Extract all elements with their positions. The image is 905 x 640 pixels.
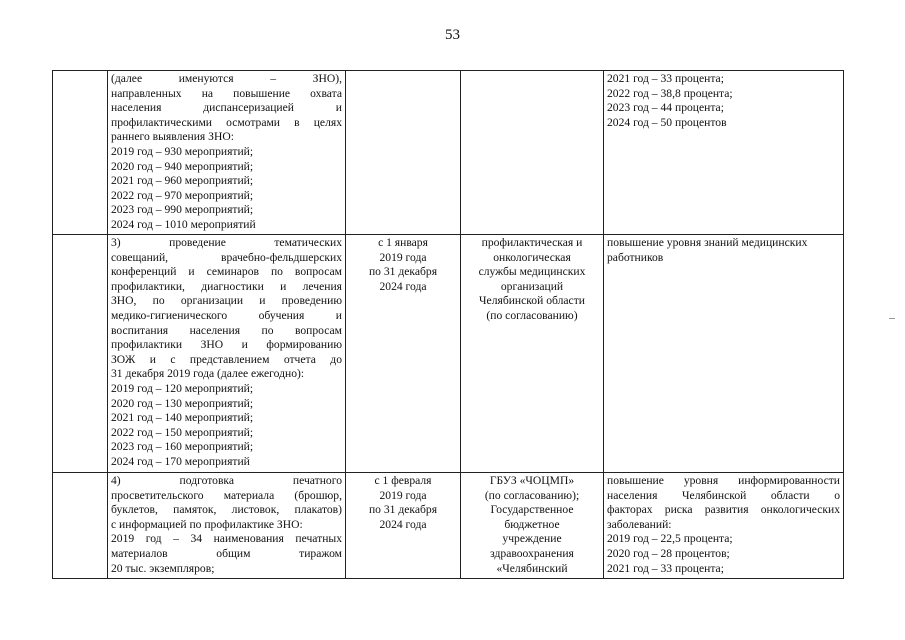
result-line: работников [607,250,664,264]
result-line: повышение уровня информированности [607,474,840,487]
executor-line: Государственное [490,503,574,517]
executor-line: (по согласованию); [484,488,580,502]
table-body [53,71,844,579]
row-number-cell [53,235,108,473]
action-line: 2019 год – 34 наименования печатных [111,532,342,546]
action-line: 2024 год – 170 мероприятий [111,454,250,468]
action-line: просветительского материала (брошюр, [111,488,342,502]
period-cell [346,71,461,235]
action-line: с информацией по профилактике ЗНО: [111,517,303,531]
result-line: 2021 год – 33 процента; [607,561,724,575]
result-line: заболеваний: [607,517,672,531]
action-line: 4) подготовка печатного [111,474,342,487]
result-line: населения Челябинской области о [607,488,840,502]
action-line: 2019 год – 120 мероприятий; [111,381,254,395]
action-line: 2023 год – 160 мероприятий; [111,440,254,454]
action-line: совещаний, врачебно-фельдшерских [111,250,342,264]
executor-line: (по согласованию) [486,308,578,322]
executor-line: ГБУЗ «ЧОЦМП» [489,474,575,487]
page-number: 53 [445,27,460,43]
result-line: повышение уровня знаний медицинских [607,236,808,249]
result-line: 2024 год – 50 процентов [607,115,727,129]
action-line: буклетов, памяток, листовок, плакатов) [111,503,342,517]
action-line: 20 тыс. экземпляров; [111,561,215,575]
period-line: по 31 декабря [368,265,438,279]
action-line: 2022 год – 150 мероприятий; [111,425,254,439]
period-line: 2019 года [379,250,427,264]
executor-line: Челябинской области [479,294,585,308]
table-row [53,71,844,235]
executor-line: бюджетное [504,517,560,531]
page-edge-mark [889,318,895,319]
result-line: 2023 год – 44 процента; [607,101,724,115]
result-line: 2019 год – 22,5 процента; [607,532,733,546]
action-line: направленных на повышение охвата [111,86,342,100]
executor-line: здравоохранения [490,546,574,560]
action-line: 2021 год – 960 мероприятий; [111,174,254,188]
action-line: медико-гигиенического обучения и [111,308,342,322]
action-line: 2019 год – 930 мероприятий; [111,144,254,158]
result-line: факторах риска развития онкологических [607,503,840,517]
action-cell [108,473,346,579]
action-line: профилактическими осмотрами в целях [111,115,342,129]
action-line: 2024 год – 1010 мероприятий [111,217,256,231]
period-line: 2024 года [379,279,427,293]
action-line: 2020 год – 940 мероприятий; [111,159,254,173]
action-line: 2022 год – 970 мероприятий; [111,188,254,202]
executor-cell [461,473,604,579]
result-cell [604,71,844,235]
plan-table [52,70,844,579]
action-line: материалов общим тиражом [111,546,342,560]
period-line: по 31 декабря [368,503,438,517]
row-number-cell [53,473,108,579]
period-line: 2019 года [379,488,427,502]
action-line: населения диспансеризацией и [111,101,342,115]
executor-line: организаций [500,279,564,293]
action-line: ЗОЖ и с представлением отчета до [111,352,342,366]
action-line: 2021 год – 140 мероприятий; [111,411,254,425]
action-line: профилактики ЗНО и формированию [111,338,342,352]
action-line: профилактики, диагностики и лечения [111,279,342,293]
action-line: 2023 год – 990 мероприятий; [111,203,254,217]
row-number-cell [53,71,108,235]
action-line: 2020 год – 130 мероприятий; [111,396,254,410]
executor-line: службы медицинских [478,265,586,279]
result-cell [604,235,844,473]
result-line: 2021 год – 33 процента; [607,72,724,85]
table-row [53,235,844,473]
executor-cell [461,235,604,473]
action-cell [108,71,346,235]
action-line: ЗНО, по организации и проведению [111,294,342,308]
executor-line: профилактическая и [481,236,583,249]
result-cell [604,473,844,579]
period-line: 2024 года [379,517,427,531]
result-line: 2020 год – 28 процентов; [607,546,730,560]
action-line: раннего выявления ЗНО: [111,130,234,144]
executor-line: «Челябинский [496,561,568,575]
period-line: с 1 января [378,236,428,249]
action-line: (далее именуются – ЗНО), [111,72,342,85]
period-cell [346,473,461,579]
action-line: воспитания населения по вопросам [111,323,342,337]
action-cell [108,235,346,473]
period-line: с 1 февраля [374,474,432,487]
action-line: 31 декабря 2019 года (далее ежегодно): [111,367,305,381]
executor-line: онкологическая [493,250,571,264]
executor-line: учреждение [502,532,562,546]
action-line: конференций и семинаров по вопросам [111,265,342,279]
action-line: 3) проведение тематических [111,236,342,249]
executor-cell [461,71,604,235]
table-row [53,473,844,579]
period-cell [346,235,461,473]
result-line: 2022 год – 38,8 процента; [607,86,733,100]
